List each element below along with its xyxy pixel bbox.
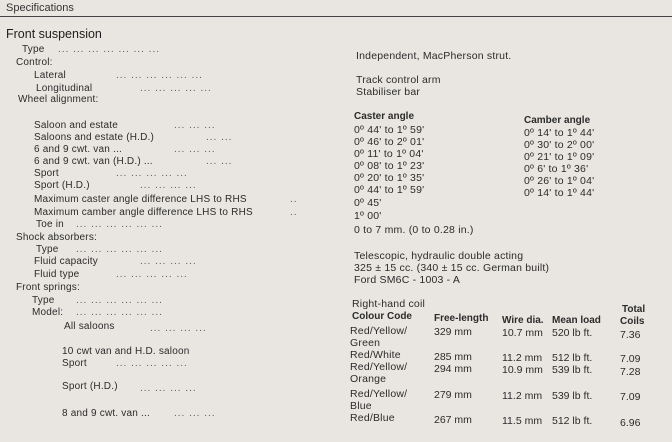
spring-colour: Blue [350, 400, 372, 412]
spring-mean-load: 520 lb ft. [552, 327, 593, 339]
camber-value: 0º 26' to 1º 04' [524, 175, 595, 187]
alignment-label: Sport [34, 168, 59, 179]
spring-coils: 7.36 [620, 329, 641, 341]
model-all-saloons-dots: ... ... ... ... [150, 323, 207, 334]
spring-colour: Orange [350, 373, 387, 385]
alignment-label: 6 and 9 cwt. van ... [34, 144, 122, 155]
caster-value: 0º 08' to 1º 23' [354, 160, 425, 172]
alignment-dots: ... ... ... [174, 120, 216, 131]
caster-value: 0º 20' to 1º 35' [354, 172, 425, 184]
control-label: Control: [16, 57, 53, 68]
fluid-capacity-value: 325 ± 15 cc. (340 ± 15 cc. German built) [354, 262, 550, 274]
longitudinal-value: Stabiliser bar [356, 86, 421, 98]
model-sport-hd: Sport (H.D.) [62, 381, 118, 392]
model-label: Model: [32, 307, 64, 318]
wire-dia-header: Wire dia. [502, 315, 544, 326]
type-value: Independent, MacPherson strut. [356, 50, 512, 62]
alignment-dots: ... ... ... ... ... [116, 168, 188, 179]
max-camber-dots: .. [290, 207, 298, 218]
alignment-dots: ... ... ... [174, 144, 216, 155]
model-sport-dots: ... ... ... ... ... [116, 358, 188, 369]
type-label: Type [22, 44, 45, 55]
shock-type-label: Type [36, 244, 59, 255]
spring-wire-dia: 11.2 mm [502, 352, 543, 364]
springs-type-value: Right-hand coil [352, 298, 426, 310]
spring-wire-dia: 11.5 mm [502, 415, 543, 427]
model-sport: Sport [62, 358, 87, 369]
front-springs-label: Front springs: [16, 282, 80, 293]
camber-value: 0º 30' to 2º 00' [524, 139, 595, 151]
max-camber-label: Maximum camber angle difference LHS to RHS [34, 207, 253, 218]
fluid-capacity-dots: ... ... ... ... [140, 256, 197, 267]
model-dots: ... ... ... ... ... ... [76, 307, 163, 318]
alignment-label: Sport (H.D.) [34, 180, 90, 191]
springs-type-dots: ... ... ... ... ... ... [76, 295, 163, 306]
coils-header: Coils [620, 316, 645, 327]
alignment-label: 6 and 9 cwt. van (H.D.) ... [34, 156, 153, 167]
longitudinal-dots: ... ... ... ... ... [140, 83, 212, 94]
spring-mean-load: 539 lb ft. [552, 364, 593, 376]
fluid-type-value: Ford SM6C - 1003 - A [354, 274, 461, 286]
caster-value: 0º 11' to 1º 04' [354, 148, 424, 160]
total-header: Total [622, 304, 646, 315]
caster-value: 0º 44' to 1º 59' [354, 124, 425, 136]
max-camber-value: 1º 00' [354, 210, 382, 222]
shock-type-dots: ... ... ... ... ... ... [76, 244, 163, 255]
caster-header: Caster angle [354, 111, 415, 122]
camber-value: 0º 14' to 1º 44' [524, 187, 595, 199]
colour-code-header: Colour Code [352, 311, 412, 322]
fluid-type-dots: ... ... ... ... ... [116, 269, 188, 280]
type-dots: ... ... ... ... ... ... ... [58, 44, 161, 55]
model-van-hd: 10 cwt van and H.D. saloon [62, 346, 190, 357]
shock-absorbers-label: Shock absorbers: [16, 232, 98, 243]
spring-free-length: 267 mm [434, 414, 472, 426]
spring-free-length: 329 mm [434, 326, 472, 338]
page-header: Specifications [6, 2, 74, 14]
camber-value: 0º 6' to 1º 36' [524, 163, 589, 175]
caster-value: 0º 44' to 1º 59' [354, 184, 425, 196]
model-van-89-dots: ... ... ... [174, 408, 216, 419]
spring-coils: 7.28 [620, 366, 641, 378]
spring-wire-dia: 11.2 mm [502, 390, 543, 402]
spring-wire-dia: 10.7 mm [502, 327, 543, 339]
longitudinal-label: Longitudinal [36, 83, 93, 94]
alignment-dots: ... ... ... ... [140, 180, 197, 191]
alignment-dots: ... ... [206, 156, 233, 167]
spring-colour: Green [350, 337, 381, 349]
spring-colour: Red/Yellow/ [350, 361, 408, 373]
mean-load-header: Mean load [552, 315, 601, 326]
max-caster-label: Maximum caster angle difference LHS to RHS [34, 194, 247, 205]
section-title: Front suspension [6, 27, 102, 41]
fluid-type-label: Fluid type [34, 269, 80, 280]
camber-value: 0º 21' to 1º 09' [524, 151, 595, 163]
alignment-dots: ... ... [206, 132, 233, 143]
camber-value: 0º 14' to 1º 44' [524, 127, 595, 139]
model-van-89: 8 and 9 cwt. van ... [62, 408, 150, 419]
spring-free-length: 285 mm [434, 351, 472, 363]
spring-colour: Red/White [350, 349, 401, 361]
model-all-saloons: All saloons [64, 321, 115, 332]
max-caster-dots: .. [290, 194, 298, 205]
alignment-label: Saloon and estate [34, 120, 119, 131]
shock-type-value: Telescopic, hydraulic double acting [354, 250, 524, 262]
max-caster-value: 0º 45' [354, 197, 382, 209]
spring-mean-load: 512 lb ft. [552, 415, 593, 427]
spring-colour: Red/Yellow/ [350, 325, 408, 337]
caster-value: 0º 46' to 2º 01' [354, 136, 425, 148]
springs-type-label: Type [32, 295, 55, 306]
alignment-label: Saloons and estate (H.D.) [34, 132, 155, 143]
spring-free-length: 279 mm [434, 389, 472, 401]
lateral-dots: ... ... ... ... ... ... [116, 70, 203, 81]
spring-colour: Red/Blue [350, 412, 395, 424]
spring-coils: 7.09 [620, 353, 641, 365]
spring-coils: 7.09 [620, 391, 641, 403]
wheel-alignment-label: Wheel alignment: [18, 94, 99, 105]
spring-mean-load: 539 lb ft. [552, 390, 593, 402]
camber-header: Camber angle [524, 115, 591, 126]
model-sport-hd-dots: ... ... ... ... [140, 383, 197, 394]
toe-in-dots: ... ... ... ... ... ... [76, 219, 163, 230]
toe-in-value: 0 to 7 mm. (0 to 0.28 in.) [354, 224, 474, 236]
toe-in-label: Toe in [36, 219, 64, 230]
spring-mean-load: 512 lb ft. [552, 352, 593, 364]
lateral-label: Lateral [34, 70, 66, 81]
spring-wire-dia: 10.9 mm [502, 364, 543, 376]
spring-free-length: 294 mm [434, 363, 472, 375]
spring-colour: Red/Yellow/ [350, 388, 408, 400]
lateral-value: Track control arm [356, 74, 441, 86]
free-length-header: Free-length [434, 313, 489, 324]
header-rule [0, 16, 672, 17]
spring-coils: 6.96 [620, 417, 641, 429]
fluid-capacity-label: Fluid capacity [34, 256, 98, 267]
